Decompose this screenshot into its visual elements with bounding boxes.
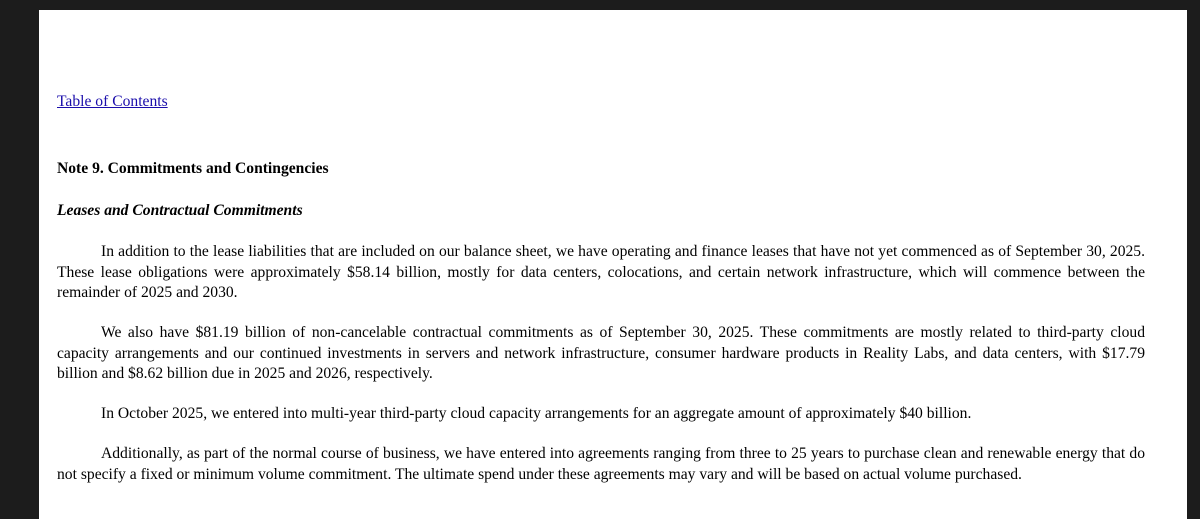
paragraph-contractual-commitments: We also have $81.19 billion of non-cancelable contractual commitments as of September 30, 2025. These commitments are mostly related to third-party cloud capacity arrangements and our continued investments in servers and network infrastructure, consumer hardware products in Reality Labs, and data centers, with $17.79 billion and $8.62 billion due in 2025 and 2026, respectively.: [57, 324, 1145, 382]
table-of-contents-link[interactable]: Table of Contents: [57, 93, 168, 110]
paragraph-cloud-capacity: In October 2025, we entered into multi-year third-party cloud capacity arrangements for an aggregate amount of approximately $40 billion.: [101, 405, 972, 422]
paragraph-renewable-energy: Additionally, as part of the normal course of business, we have entered into agreements ranging from three to 25 years to purchase clean and renewable energy that do not specify a fixed or minimum volume commitment. The ultimate spend under these agreements may vary and will be based on actual volume purchased.: [57, 445, 1145, 483]
note-title: Note 9. Commitments and Contingencies: [57, 160, 329, 177]
section-title: Leases and Contractual Commitments: [57, 202, 303, 219]
document-page: [39, 10, 1187, 519]
paragraph-lease-obligations: In addition to the lease liabilities that are included on our balance sheet, we have operating and finance leases that have not yet commenced as of September 30, 2025. These lease obligations were approximately $58.14 billion, mostly for data centers, colocations, and certain network infrastructure, which will commence between the remainder of 2025 and 2030.: [57, 243, 1145, 301]
